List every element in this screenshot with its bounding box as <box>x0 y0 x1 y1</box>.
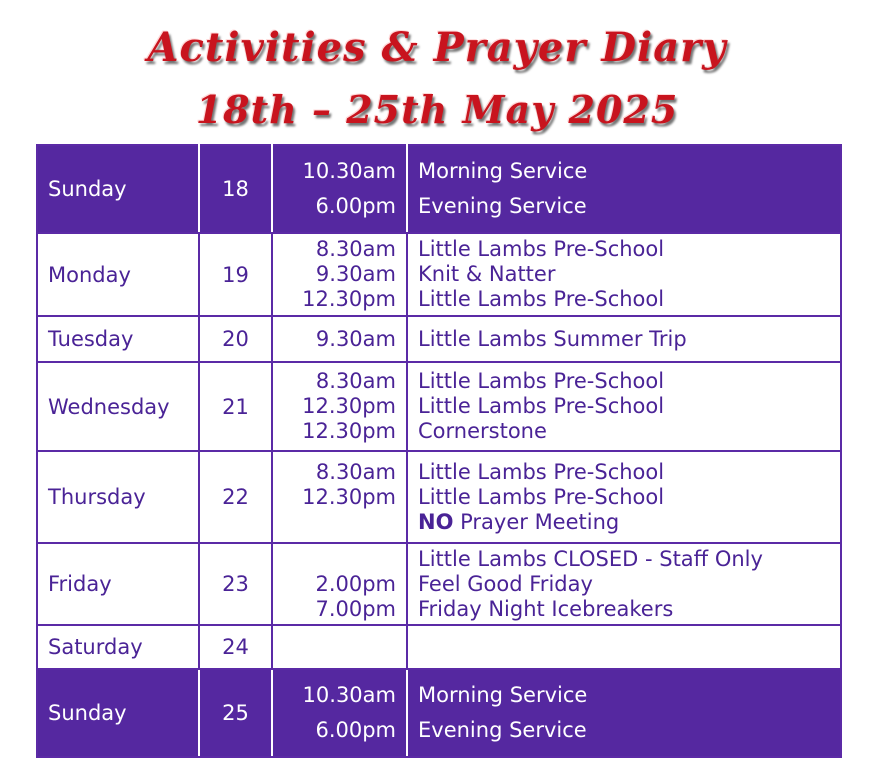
activity-entry: Little Lambs Pre-School <box>418 459 665 484</box>
table-row <box>37 625 841 669</box>
time-cell <box>272 145 407 233</box>
activity-cell <box>407 625 841 669</box>
activity-entry: Little Lambs Pre-School <box>418 394 665 418</box>
time-cell <box>272 316 407 362</box>
day-cell: Sunday <box>37 145 199 233</box>
diary-date-range: 18th – 25th May 2025 <box>195 87 679 132</box>
table-row <box>37 145 841 233</box>
time-entry: 9.30am <box>315 326 396 351</box>
table-row <box>37 669 841 757</box>
day-cell: Tuesday <box>37 316 199 362</box>
time-cell <box>272 451 407 543</box>
table-row <box>37 362 841 451</box>
time-cell <box>272 362 407 451</box>
time-entry: 10.30am <box>302 683 396 707</box>
activity-entry: Morning Service <box>418 683 588 707</box>
time-entry: 8.30am <box>315 459 396 484</box>
date-cell: 23 <box>199 543 272 625</box>
time-cell <box>272 233 407 316</box>
time-entry: 9.30am <box>315 262 396 286</box>
activity-entry: Little Lambs Pre-School <box>418 369 665 393</box>
day-cell: Thursday <box>37 451 199 543</box>
diary-table <box>36 144 842 758</box>
time-entry <box>273 547 396 572</box>
time-entry <box>273 510 396 535</box>
time-entry: 12.30pm <box>302 484 396 509</box>
diary-title: Activities & Prayer Diary <box>147 24 727 71</box>
activity-cell <box>407 145 841 233</box>
activity-entry: Morning Service <box>418 159 588 183</box>
date-cell: 22 <box>199 451 272 543</box>
time-cell <box>272 669 407 757</box>
date-cell: 20 <box>199 316 272 362</box>
activity-cell <box>407 233 841 316</box>
date-cell: 21 <box>199 362 272 451</box>
activity-entry: Cornerstone <box>418 419 547 443</box>
time-entry: 7.00pm <box>315 596 396 621</box>
activity-entry: Little Lambs Pre-School <box>418 237 665 261</box>
activity-entry: Feel Good Friday <box>418 571 593 596</box>
activity-entry: Knit & Natter <box>418 262 556 286</box>
activity-cell <box>407 451 841 543</box>
date-cell: 18 <box>199 145 272 233</box>
time-entry: 2.00pm <box>315 571 396 596</box>
activity-entry: Little Lambs CLOSED - Staff Only <box>418 546 763 571</box>
day-cell: Friday <box>37 543 199 625</box>
day-cell: Wednesday <box>37 362 199 451</box>
activity-entry: Evening Service <box>418 718 587 742</box>
time-cell <box>272 625 407 669</box>
time-entry: 12.30pm <box>302 287 396 311</box>
activity-entry: Little Lambs Pre-School <box>418 287 665 311</box>
activity-entry: Friday Night Icebreakers <box>418 596 674 621</box>
time-entry: 12.30pm <box>302 419 396 443</box>
time-cell <box>272 543 407 625</box>
activity-entry: Little Lambs Summer Trip <box>418 326 687 351</box>
date-cell: 25 <box>199 669 272 757</box>
table-row <box>37 451 841 543</box>
activity-cell <box>407 316 841 362</box>
time-entry: 10.30am <box>302 159 396 183</box>
activity-cell <box>407 669 841 757</box>
time-entry: 6.00pm <box>315 718 396 742</box>
activity-entry: Evening Service <box>418 194 587 218</box>
day-cell: Monday <box>37 233 199 316</box>
time-entry: 8.30am <box>315 237 396 261</box>
activity-cell <box>407 543 841 625</box>
time-entry: 8.30am <box>315 369 396 393</box>
activity-entry-text: Prayer Meeting <box>453 509 620 534</box>
activity-entry: Little Lambs Pre-School <box>418 484 665 509</box>
day-cell: Saturday <box>37 625 199 669</box>
date-cell: 24 <box>199 625 272 669</box>
activity-entry <box>418 510 840 535</box>
table-row <box>37 316 841 362</box>
date-cell: 19 <box>199 233 272 316</box>
day-cell: Sunday <box>37 669 199 757</box>
table-row <box>37 543 841 625</box>
time-entry: 6.00pm <box>315 194 396 218</box>
activity-cell <box>407 362 841 451</box>
cancelled-marker: NO <box>418 509 454 534</box>
table-row <box>37 233 841 316</box>
time-entry: 12.30pm <box>302 394 396 418</box>
